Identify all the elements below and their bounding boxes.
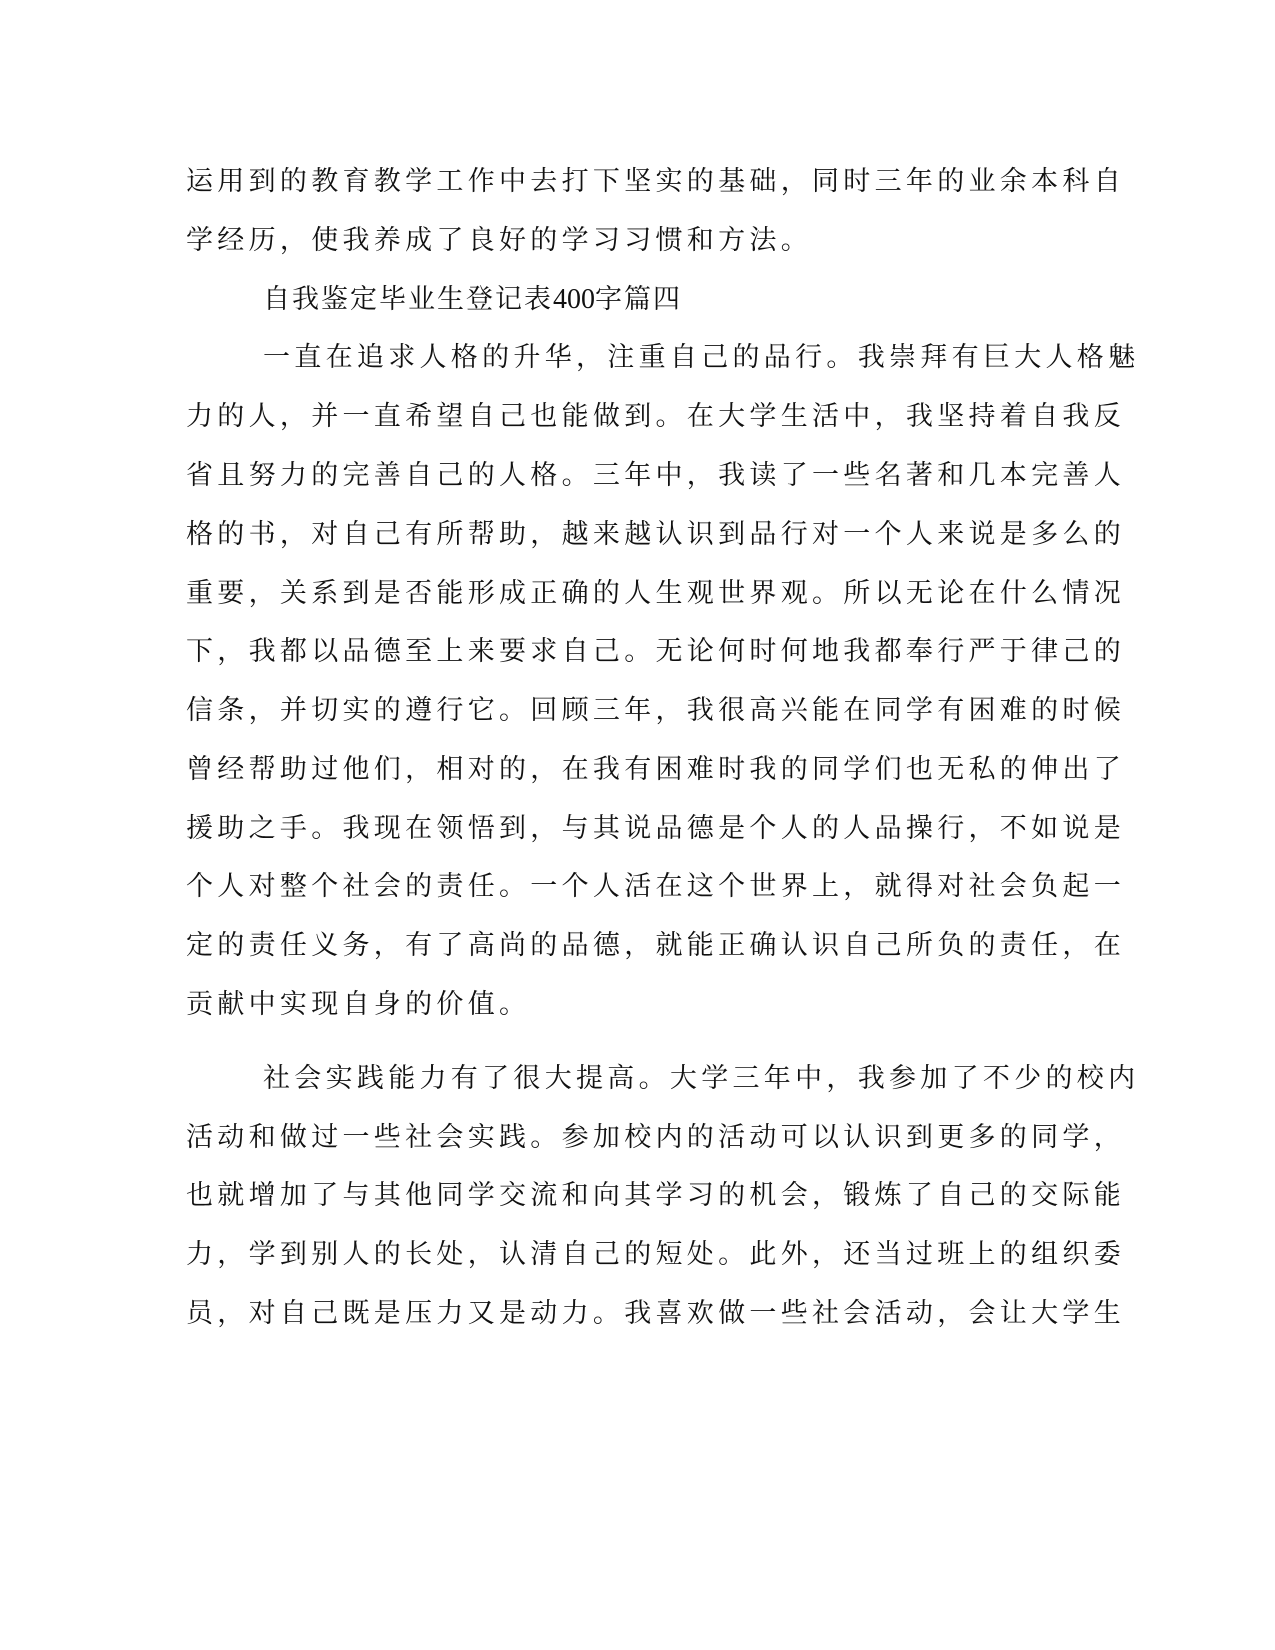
text-line: 重要，关系到是否能形成正确的人生观世界观。所以无论在什么情况 [186, 578, 1125, 609]
text-line: 力的人，并一直希望自己也能做到。在大学生活中，我坚持着自我反 [186, 401, 1125, 432]
section-heading [263, 283, 1083, 317]
text-line: 也就增加了与其他同学交流和向其学习的机会，锻炼了自己的交际能 [186, 1180, 1125, 1211]
heading-text-suffix: 字篇四 [595, 284, 682, 315]
text-line: 社会实践能力有了很大提高。大学三年中，我参加了不少的校内 [263, 1063, 1140, 1094]
text-line: 学经历，使我养成了良好的学习习惯和方法。 [186, 225, 812, 256]
text-line: 曾经帮助过他们，相对的，在我有困难时我的同学们也无私的伸出了 [186, 754, 1125, 785]
text-line: 格的书，对自己有所帮助，越来越认识到品行对一个人来说是多么的 [186, 519, 1125, 550]
text-line: 一直在追求人格的升华，注重自己的品行。我崇拜有巨大人格魅 [263, 342, 1140, 373]
text-line: 力，学到别人的长处，认清自己的短处。此外，还当过班上的组织委 [186, 1239, 1125, 1270]
heading-number: 400 [553, 284, 595, 315]
text-line: 省且努力的完善自己的人格。三年中，我读了一些名著和几本完善人 [186, 460, 1125, 491]
text-line: 信条，并切实的遵行它。回顾三年，我很高兴能在同学有困难的时候 [186, 695, 1125, 726]
text-line: 员，对自己既是压力又是动力。我喜欢做一些社会活动，会让大学生 [186, 1298, 1125, 1329]
heading-text: 自我鉴定毕业生登记表 [263, 284, 553, 315]
text-line: 援助之手。我现在领悟到，与其说品德是个人的人品操行，不如说是 [186, 813, 1125, 844]
text-line: 运用到的教育教学工作中去打下坚实的基础，同时三年的业余本科自 [186, 166, 1125, 197]
text-line: 下，我都以品德至上来要求自己。无论何时何地我都奉行严于律己的 [186, 636, 1125, 667]
text-line: 贡献中实现自身的价值。 [186, 989, 531, 1020]
text-line: 定的责任义务，有了高尚的品德，就能正确认识自己所负的责任，在 [186, 930, 1125, 961]
text-line: 个人对整个社会的责任。一个人活在这个世界上，就得对社会负起一 [186, 871, 1125, 902]
text-line: 活动和做过一些社会实践。参加校内的活动可以认识到更多的同学， [186, 1122, 1125, 1153]
